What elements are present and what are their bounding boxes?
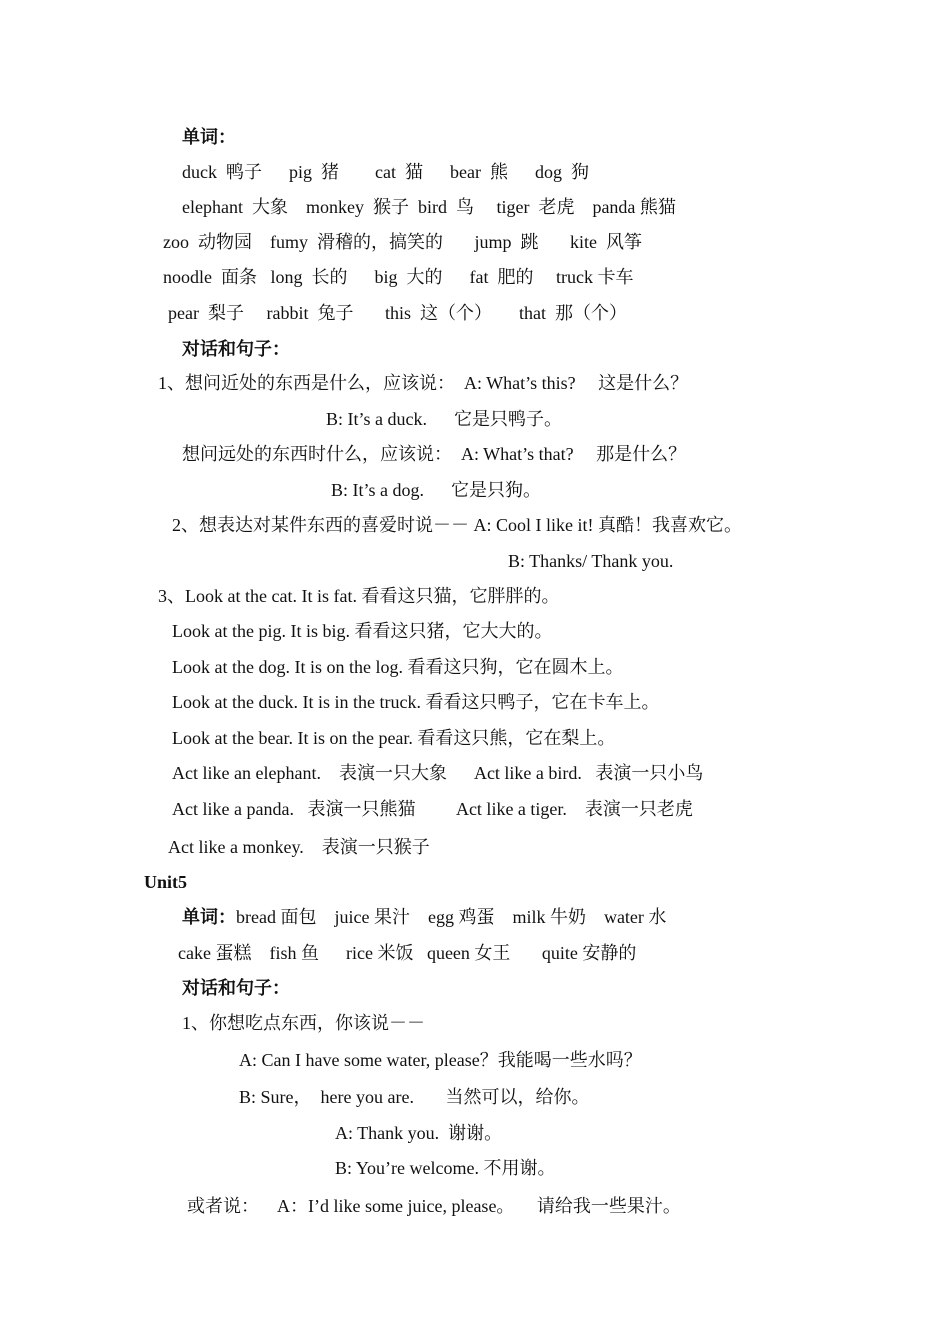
vocab-line: duck 鸭子 pig 猪 cat 猫 bear 熊 dog 狗	[182, 162, 589, 182]
sentence-line: B: You’re welcome. 不用谢。	[335, 1158, 556, 1178]
vocab-line: cake 蛋糕 fish 鱼 rice 米饭 queen 女王 quite 安静的	[178, 943, 637, 963]
sentence-line: B: It’s a dog. 它是只狗。	[331, 480, 541, 500]
vocab-heading: 单词：	[182, 907, 236, 927]
vocab-line: noodle 面条 long 长的 big 大的 fat 肥的 truck 卡车	[163, 267, 634, 287]
sentence-line: Act like a monkey. 表演一只猴子	[168, 837, 430, 857]
sentence-line: B: It’s a duck. 它是只鸭子。	[326, 409, 562, 429]
dialogue-heading: 对话和句子：	[182, 978, 290, 998]
vocab-line: pear 梨子 rabbit 兔子 this 这（个） that 那（个）	[168, 303, 627, 323]
sentence-line: 想问远处的东西时什么，应该说： A: What’s that? 那是什么？	[182, 444, 687, 464]
dialogue-heading: 对话和句子：	[182, 339, 290, 359]
sentence-line: A: Can I have some water, please？我能喝一些水吗？	[239, 1050, 642, 1070]
sentence-line: Look at the duck. It is in the truck. 看看这只鸭子，它在卡车上。	[172, 692, 660, 712]
sentence-line: 2、想表达对某件东西的喜爱时说－－ A: Cool I like it! 真酷！我喜欢它。	[172, 515, 742, 535]
vocab-line	[182, 906, 666, 928]
sentence-line: Look at the pig. It is big. 看看这只猪，它大大的。	[172, 621, 553, 641]
sentence-line: B: Sure， here you are. 当然可以，给你。	[239, 1087, 590, 1107]
sentence-line: 3、Look at the cat. It is fat. 看看这只猫，它胖胖的。	[158, 586, 560, 606]
vocab-line: elephant 大象 monkey 猴子 bird 鸟 tiger 老虎 panda 熊猫	[182, 197, 676, 217]
sentence-line: Look at the bear. It is on the pear. 看看这只熊，它在梨上。	[172, 728, 616, 748]
sentence-line: A: Thank you. 谢谢。	[335, 1123, 503, 1143]
sentence-line: B: Thanks/ Thank you.	[508, 551, 674, 571]
vocab-line: zoo 动物园 fumy 滑稽的，搞笑的 jump 跳 kite 风筝	[163, 232, 642, 252]
sentence-line: 或者说： A：I’d like some juice, please。 请给我一些果汁。	[187, 1196, 681, 1216]
unit-title: Unit5	[144, 872, 188, 892]
sentence-line: Act like a panda. 表演一只熊猫 Act like a tiger. 表演一只老虎	[172, 799, 693, 819]
vocab-heading: 单词：	[182, 127, 236, 147]
vocab-words: bread 面包 juice 果汁 egg 鸡蛋 milk 牛奶 water 水	[236, 907, 667, 927]
sentence-line: Look at the dog. It is on the log. 看看这只狗，它在圆木上。	[172, 657, 624, 677]
sentence-line: Act like an elephant. 表演一只大象 Act like a bird. 表演一只小鸟	[172, 763, 704, 783]
sentence-line: 1、想问近处的东西是什么，应该说： A: What’s this? 这是什么？	[158, 373, 689, 393]
sentence-line: 1、你想吃点东西，你该说－－	[182, 1013, 425, 1033]
